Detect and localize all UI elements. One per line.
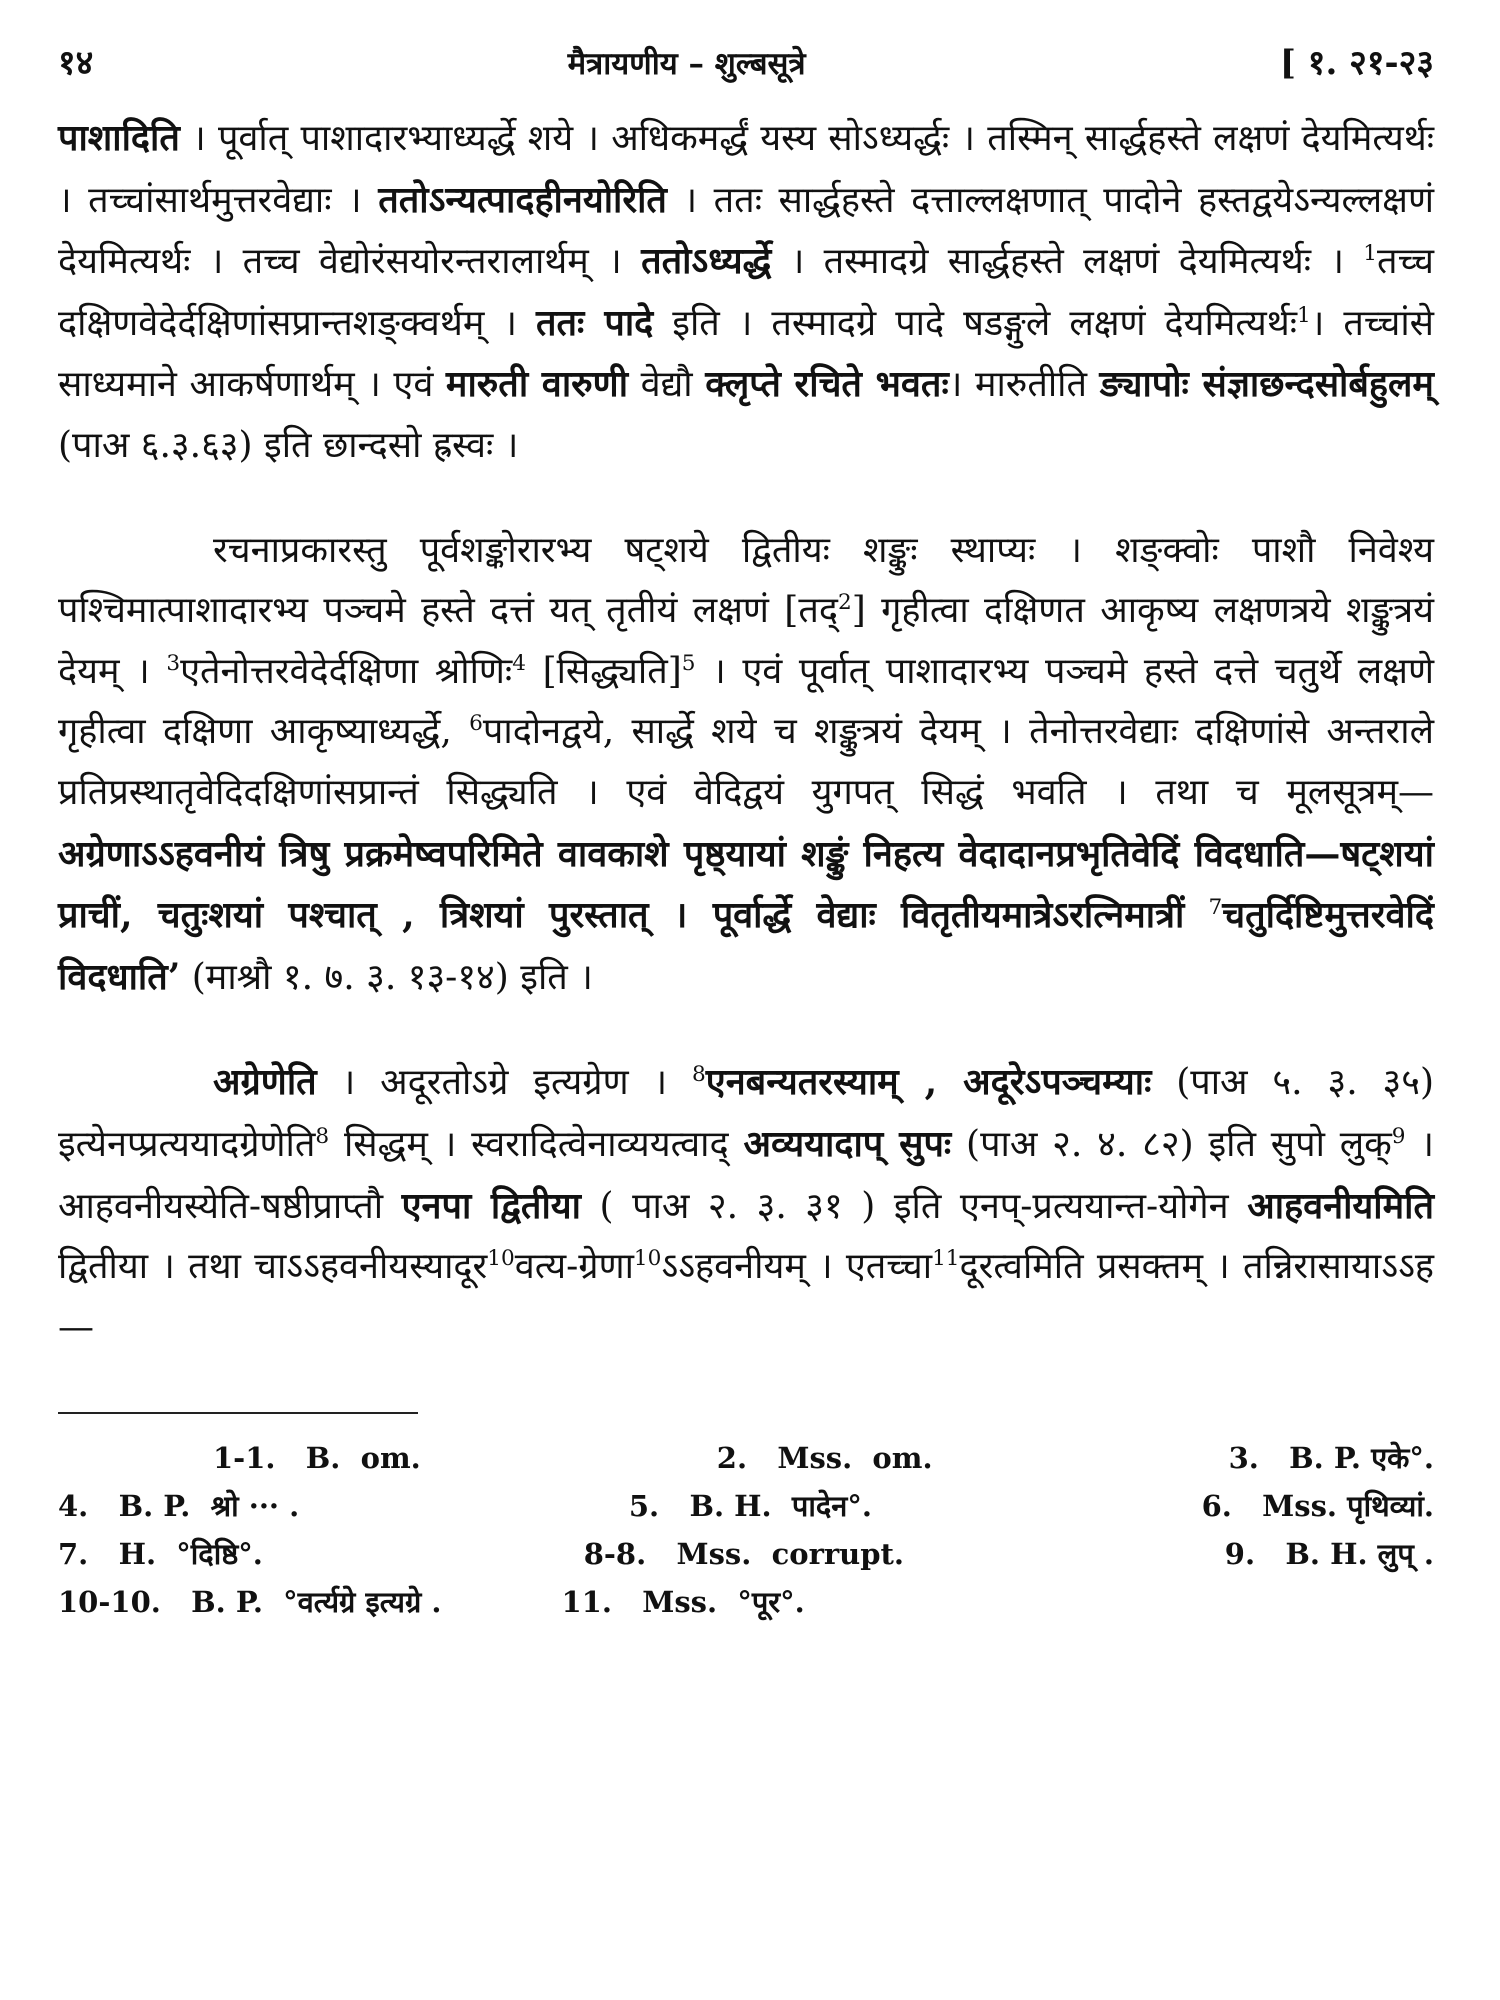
lemma: पाशादिति bbox=[58, 117, 180, 159]
text-run: ऽऽहवनीयम् । एतच्चा bbox=[661, 1246, 933, 1288]
footnote-7: 7. H. °दिष्ठि°. bbox=[58, 1537, 263, 1572]
text-run: इति । तस्मादग्रे पादे षडङ्गुले लक्षणं देयमित्यर्थः bbox=[672, 302, 1298, 344]
footnote-marker: 10 bbox=[633, 1246, 662, 1272]
footnote-4: 4. B. P. श्रो ··· . bbox=[58, 1489, 300, 1524]
footnote-2: 2. Mss. om. bbox=[716, 1441, 933, 1476]
text-run: रचनाप्रकारस्तु पूर्वशङ्कोरारभ्य षट्शये द्वितीयः शङ्कुः स्थाप्यः । शङ्क्वोः पाशौ निवेश्य पश्चिमात्पाशादारभ्य पञ्चमे हस्ते दत्तं यत् तृतीयं लक्षणं [तद् bbox=[58, 529, 1434, 632]
sutra-citation: एनबन्यतरस्याम् , अदूरेऽपञ्चम्याः bbox=[705, 1061, 1152, 1104]
text-run: सिद्धम् । स्वरादित्वेनाव्ययत्वाद् bbox=[343, 1123, 729, 1165]
lemma: ततोऽध्यर्द्धे bbox=[641, 240, 772, 283]
lemma: आहवनीयमिति bbox=[1247, 1184, 1435, 1227]
text-run: एतेनोत्तरवेदेर्दक्षिणा श्रोणिः bbox=[180, 650, 513, 692]
text-run: । अदूरतोऽग्रे इत्यग्रेण । bbox=[341, 1062, 668, 1104]
sutra-quote: अग्रेणाऽऽहवनीयं त्रिषु प्रक्रमेष्वपरिमिते वावकाशे पृष्ठ्यायां शङ्कुं निहत्य वेदादानप्रभृतिवेदिं विदधाति—षट्शयां प्राचीं, चतुःशयां पश्चात् , त्रिशयां पुरस्तात् । पूर्वार्द्धे वेद्याः वितृतीयमात्रेऽरत्निमात्रीं bbox=[58, 832, 1434, 937]
text-run: । एवं पूर्वात् पाशादारभ्य पञ्चमे हस्ते दत्ते चतुर्थे लक्षणे गृहीत्वा दक्षिणा आकृष्याध्यर्द्धे, bbox=[58, 650, 1434, 753]
footnote-5: 5. B. H. पादेन°. bbox=[628, 1489, 872, 1524]
text-run: तच्च दक्षिणवेदेर्दक्षिणांसप्रान्तशङ्क्वर्थम् । bbox=[58, 241, 1434, 344]
footnote-marker: 10 bbox=[487, 1246, 515, 1272]
footnote-marker: 11 bbox=[932, 1246, 960, 1272]
text-run: द्वितीया । तथा चाऽऽहवनीयस्यादूर bbox=[58, 1246, 488, 1288]
running-head bbox=[58, 38, 1434, 108]
footnote-3: 3. B. P. एके°. bbox=[1228, 1441, 1434, 1476]
text-run: ( पाअ २. ३. ३१ ) इति एनप्-प्रत्ययान्त-योगेन bbox=[599, 1185, 1229, 1227]
lemma: क्लृप्ते रचिते भवतः bbox=[705, 363, 949, 406]
paragraph-1 bbox=[58, 108, 1434, 477]
footnote-row bbox=[58, 1530, 1434, 1578]
footnote-marker: 2 bbox=[837, 590, 852, 616]
footnote-marker: 4 bbox=[512, 650, 526, 676]
footnote-marker: 8 bbox=[692, 1062, 706, 1088]
text-run: । मारुतीति bbox=[948, 364, 1088, 406]
footnote-8: 8-8. Mss. corrupt. bbox=[583, 1537, 904, 1572]
text-run: (माश्रौ १. ७. ३. १३-१४) इति । bbox=[191, 956, 593, 998]
text-run: [सिद्ध्यति] bbox=[542, 650, 682, 692]
footnote-row bbox=[58, 1578, 1434, 1626]
text-run: (पाअ ५. ३. ३५) इत्येनप्प्रत्ययादग्रेणेति bbox=[58, 1062, 1434, 1165]
text-run: दूरत्वमिति प्रसक्तम् । तन्निरासायाऽऽह— bbox=[58, 1246, 1434, 1348]
footnote-10: 10-10. B. P. °वर्त्यग्रे इत्यग्रे . bbox=[58, 1585, 442, 1620]
paragraph-3 bbox=[58, 1052, 1434, 1358]
section-reference: [ १. २१-२३ bbox=[1279, 43, 1434, 83]
footnote-marker: 7 bbox=[1208, 895, 1223, 921]
footnote-marker: 3 bbox=[166, 650, 181, 676]
footnotes bbox=[58, 1434, 1434, 1626]
lemma: अग्रेणेति bbox=[213, 1061, 317, 1104]
text-run: (पाअ ६.३.६३) इति छान्दसो ह्रस्वः । bbox=[58, 424, 519, 466]
text-run: वेद्यौ bbox=[640, 364, 693, 406]
footnote-6: 6. Mss. पृथिव्यां. bbox=[1201, 1489, 1434, 1524]
footnote-row bbox=[58, 1482, 1434, 1530]
lemma: ततोऽन्यत्पादहीनयोरिति bbox=[378, 178, 667, 221]
text-run: । पूर्वात् पाशादारभ्याध्यर्द्धे शये । अधिकमर्द्धं यस्य सोऽध्यर्द्धः । तस्मिन् सार्द्धहस्ते लक्षणं देयमित्यर्थः । तच्चांसार्थमुत्तरवेद्याः । bbox=[58, 118, 1434, 221]
footnote-1: 1-1. B. om. bbox=[213, 1441, 421, 1476]
footnote-marker: 8 bbox=[315, 1123, 330, 1149]
footnote-marker: 9 bbox=[1391, 1123, 1406, 1149]
footnote-marker: 6 bbox=[469, 711, 483, 737]
footnote-9: 9. B. H. लुप् . bbox=[1224, 1537, 1434, 1572]
text-run: वत्य-ग्रेणा bbox=[514, 1246, 634, 1288]
lemma: मारुती वारुणी bbox=[445, 363, 629, 406]
text-run: । तस्मादग्रे सार्द्धहस्ते लक्षणं देयमित्यर्थः । bbox=[790, 241, 1344, 283]
footnote-row bbox=[58, 1434, 1434, 1482]
page-number: १४ bbox=[58, 43, 94, 83]
text-run: ] गृहीत्वा दक्षिणत आकृष्य लक्षणत्रये शङ्कुत्रयं देयम् । bbox=[58, 590, 1434, 692]
footnote-marker: 5 bbox=[681, 650, 696, 676]
footnote-11: 11. Mss. °पूर°. bbox=[561, 1585, 805, 1620]
sutra-quote: चतुर्दिष्टिमुत्तरवेदिं विदधाति’ bbox=[58, 894, 1434, 998]
text-run: । तच्चांसे साध्यमाने आकर्षणार्थम् । एवं bbox=[58, 302, 1435, 406]
text-run: । ततः सार्द्धहस्ते दत्ताल्लक्षणात् पादोने हस्तद्वयेऽन्यल्लक्षणं देयमित्यर्थः । तच्च वेद्योरंसयोरन्तरालार्थम् । bbox=[58, 179, 1434, 283]
lemma: ततः पादे bbox=[535, 301, 654, 344]
running-title: मैत्रायणीय – शुल्बसूत्रे bbox=[567, 46, 806, 82]
paragraph-2 bbox=[58, 521, 1434, 1009]
sutra-citation: एनपा द्वितीया bbox=[401, 1184, 581, 1227]
sutra-citation: ङ्यापोः संज्ञाछन्दसोर्बहुलम् bbox=[1099, 363, 1434, 406]
footnote-marker: 1 bbox=[1363, 241, 1378, 267]
footnote-marker: 1 bbox=[1297, 302, 1311, 328]
text-run: (पाअ २. ४. ८२) इति सुपो लुक् bbox=[966, 1123, 1392, 1165]
footnote-divider bbox=[58, 1412, 418, 1414]
commentary-text bbox=[58, 108, 1434, 1358]
text-run: पादोनद्वये, सार्द्धे शये च शङ्कुत्रयं देयम् । तेनोत्तरवेद्याः दक्षिणांसे अन्तराले प्रतिप्रस्थातृवेदिदक्षिणांसप्रान्तं सिद्ध्यति । एवं वेदिद्वयं युगपत् सिद्धं भवति । तथा च मूलसूत्रम्— bbox=[58, 711, 1434, 813]
sutra-citation: अव्ययादाप् सुपः bbox=[743, 1122, 952, 1165]
text-run: । आहवनीयस्येति-षष्ठीप्राप्तौ bbox=[58, 1123, 1435, 1227]
